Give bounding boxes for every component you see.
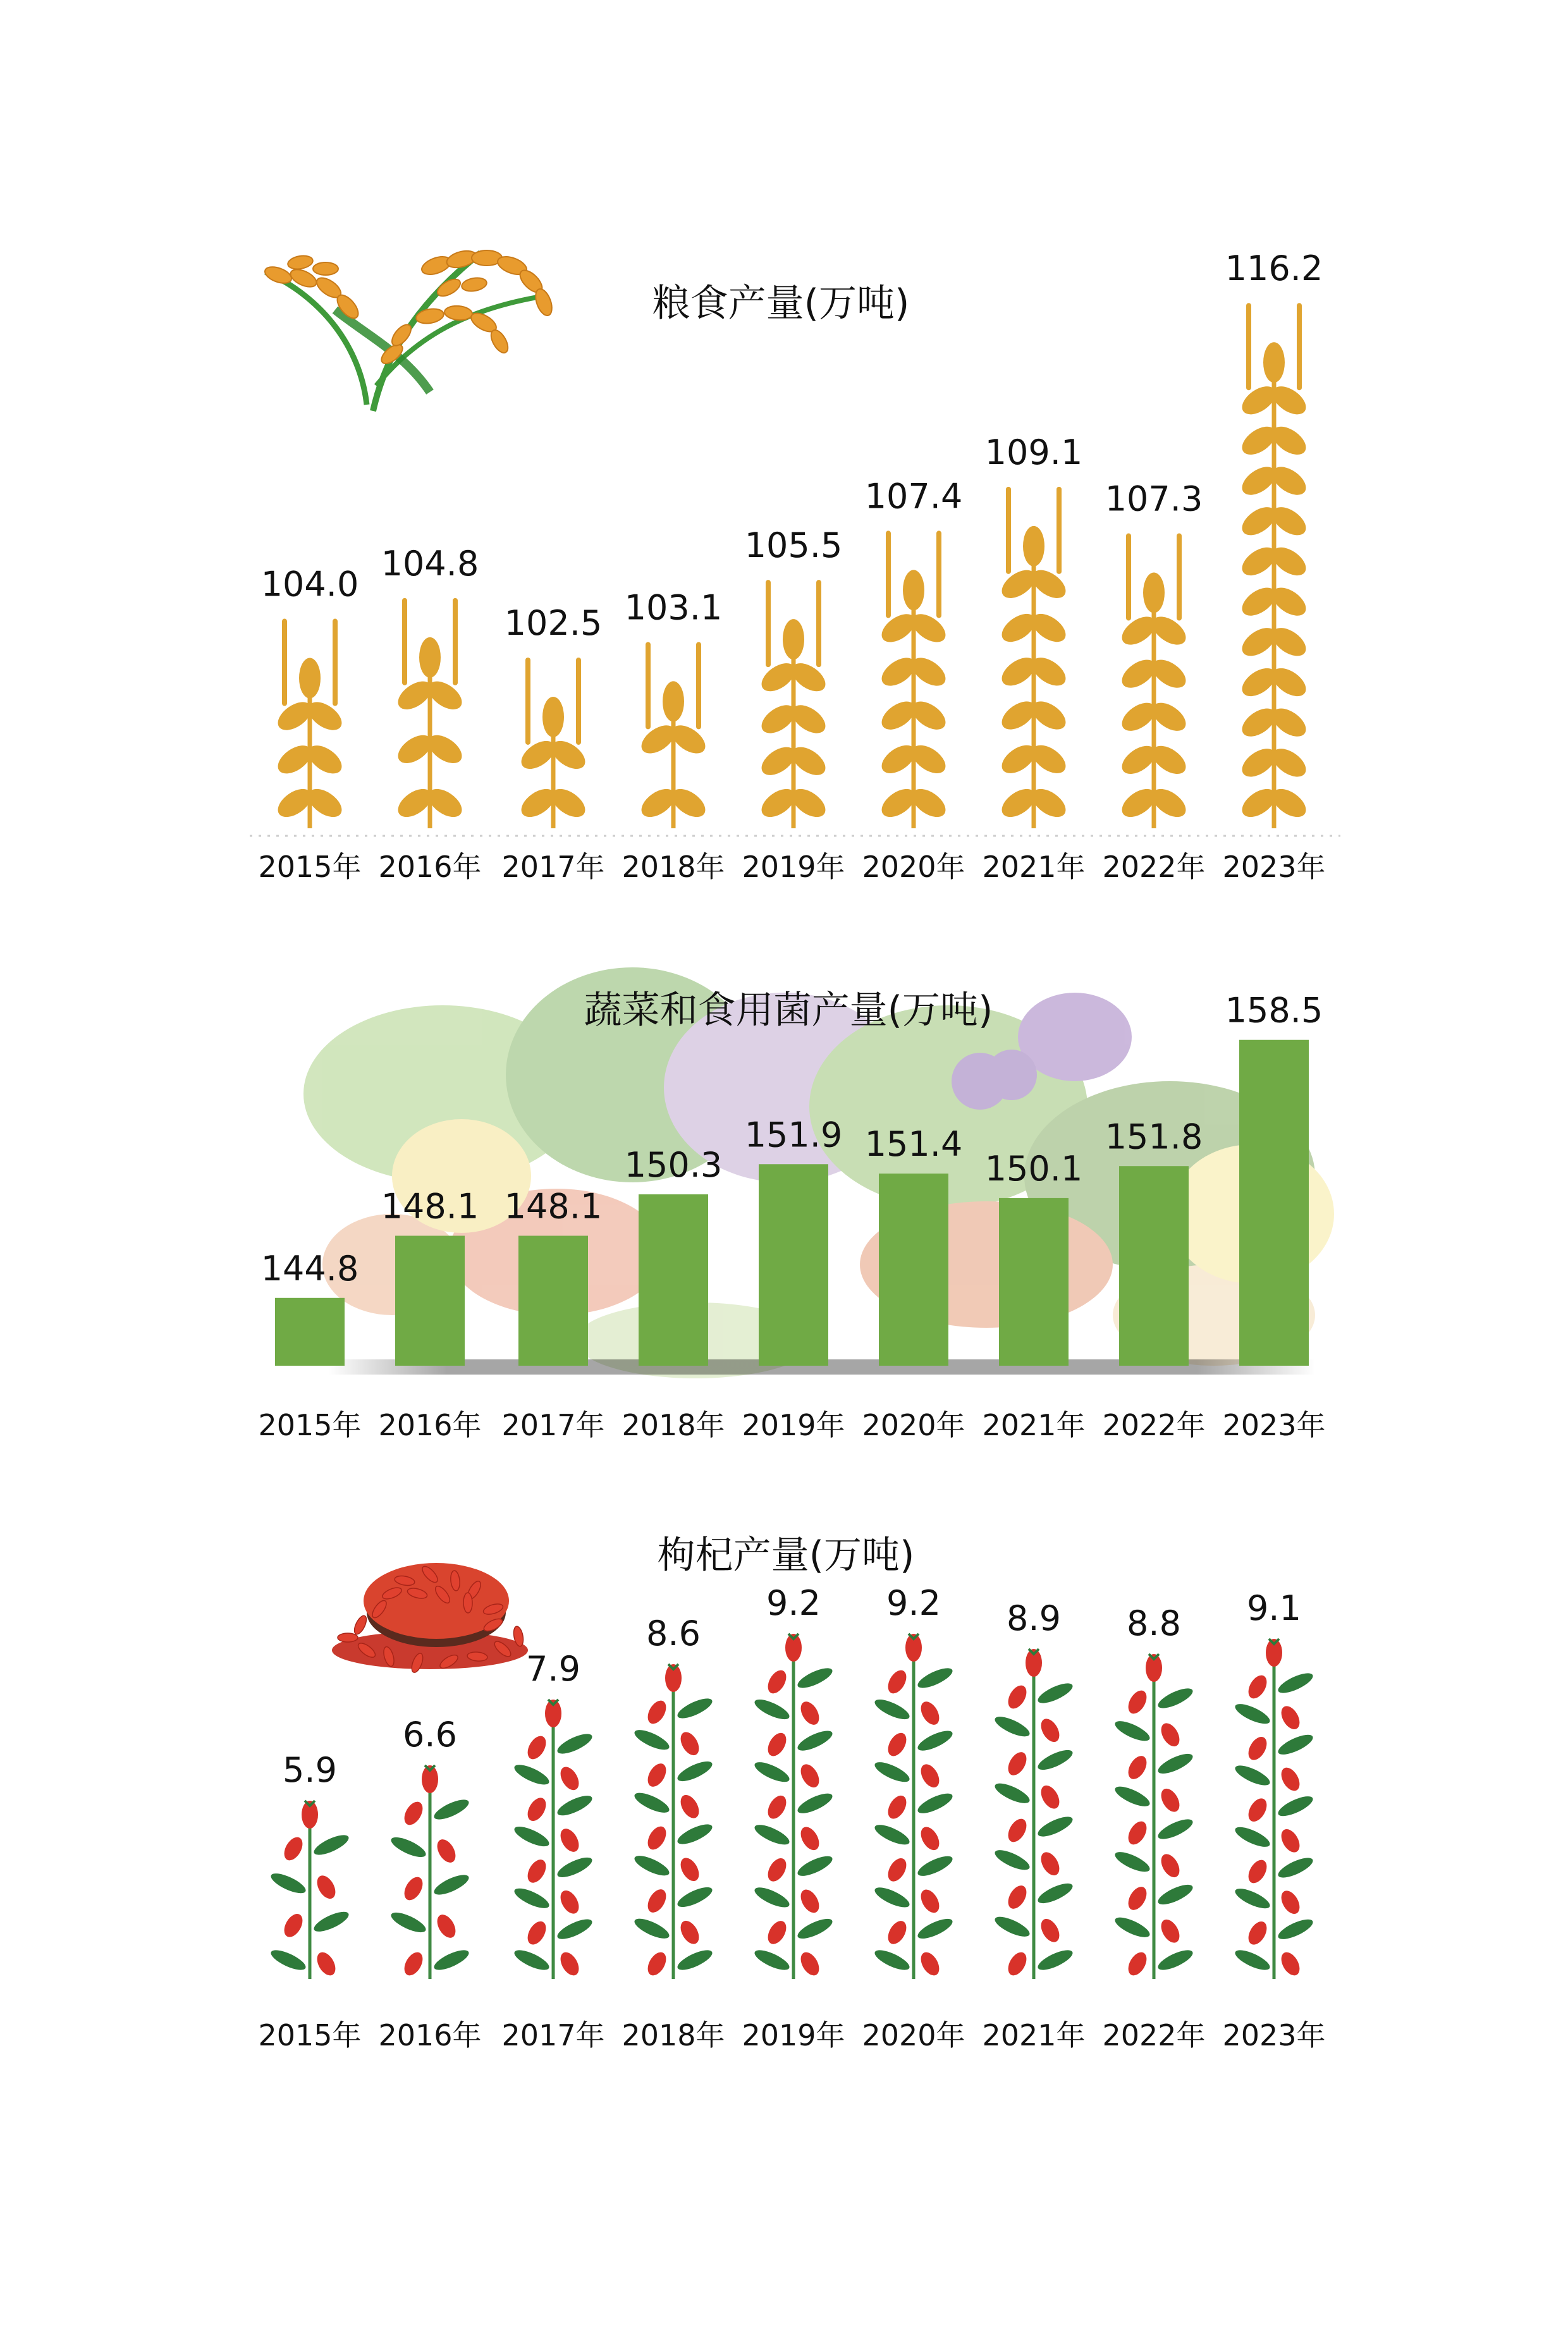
goji-value-label: 9.2 (766, 1583, 821, 1623)
vegetable-value-label: 148.1 (381, 1186, 479, 1227)
vegetable-bar (639, 1194, 708, 1366)
goji-plant-icon (1113, 1654, 1196, 1979)
rice-sprig-icon (263, 248, 555, 411)
vegetable-value-label: 148.1 (504, 1186, 603, 1227)
vegetable-bar (879, 1174, 948, 1366)
grain-value-label: 109.1 (984, 432, 1083, 472)
goji-plant-icon (512, 1700, 595, 1979)
grain-tick-label: 2022年 (1102, 850, 1206, 884)
grain-value-label: 104.0 (260, 564, 359, 604)
goji-value-label: 8.6 (646, 1614, 701, 1653)
vegetable-tick-label: 2016年 (378, 1408, 482, 1442)
vegetable-tick-label: 2022年 (1102, 1408, 1206, 1442)
vegetable-value-label: 151.8 (1105, 1117, 1203, 1157)
vegetable-axis (258, 1408, 1325, 1442)
vegetable-bar (1239, 1040, 1309, 1366)
grain-axis (258, 850, 1325, 884)
grain-bars (261, 248, 1323, 828)
goji-tick-label: 2018年 (622, 2018, 725, 2052)
goji-bowl-icon (332, 1563, 528, 1674)
vegetable-tick-label: 2020年 (862, 1408, 965, 1442)
wheat-ear-icon (273, 622, 347, 828)
wheat-ear-icon (637, 644, 711, 828)
grain-value-label: 116.2 (1225, 248, 1323, 289)
wheat-ear-icon (1237, 305, 1311, 828)
goji-tick-label: 2020年 (862, 2018, 965, 2052)
goji-tick-label: 2019年 (742, 2018, 845, 2052)
vegetable-panel (261, 967, 1334, 1378)
vegetable-value-label: 150.3 (624, 1144, 723, 1185)
goji-panel (269, 1533, 1316, 1979)
vegetable-value-label: 144.8 (260, 1248, 359, 1289)
wheat-ear-icon (877, 533, 951, 828)
goji-plant-icon (873, 1634, 955, 1979)
goji-plant-icon (269, 1801, 352, 1979)
grain-panel (250, 248, 1340, 836)
goji-tick-label: 2015年 (258, 2018, 362, 2052)
vegetable-tick-label: 2019年 (742, 1408, 845, 1442)
grain-value-label: 103.1 (624, 587, 723, 628)
goji-chart-title: 枸杞产量(万吨) (657, 1533, 915, 1578)
vegetable-value-label: 151.4 (864, 1124, 963, 1165)
goji-tick-label: 2017年 (501, 2018, 605, 2052)
vegetable-bar (1119, 1166, 1189, 1366)
vegetable-bar (518, 1235, 588, 1366)
goji-tick-label: 2022年 (1102, 2018, 1206, 2052)
grain-tick-label: 2015年 (258, 850, 362, 884)
goji-plant-icon (1233, 1639, 1316, 1979)
goji-value-label: 8.9 (1007, 1598, 1061, 1638)
goji-plant-icon (389, 1765, 472, 1979)
goji-plant-icon (632, 1664, 715, 1979)
grain-tick-label: 2021年 (982, 850, 1086, 884)
goji-plant-icon (752, 1634, 835, 1979)
goji-value-label: 8.8 (1127, 1603, 1181, 1643)
vegetable-bar (395, 1235, 465, 1366)
wheat-ear-icon (393, 601, 467, 828)
goji-plant-icon (993, 1649, 1075, 1979)
goji-tick-label: 2023年 (1222, 2018, 1326, 2052)
grain-value-label: 105.5 (744, 525, 843, 566)
wheat-ear-icon (1117, 536, 1191, 828)
goji-value-label: 6.6 (403, 1715, 457, 1755)
vegetable-value-label: 158.5 (1225, 990, 1323, 1031)
grain-tick-label: 2016年 (378, 850, 482, 884)
goji-value-label: 9.1 (1247, 1588, 1301, 1628)
goji-value-label: 5.9 (283, 1750, 337, 1790)
grain-tick-label: 2019年 (742, 850, 845, 884)
vegetable-chart-title: 蔬菜和食用菌产量(万吨) (584, 988, 993, 1033)
grain-tick-label: 2023年 (1222, 850, 1326, 884)
vegetable-tick-label: 2021年 (982, 1408, 1086, 1442)
grain-tick-label: 2017年 (501, 850, 605, 884)
goji-tick-label: 2021年 (982, 2018, 1086, 2052)
grain-value-label: 107.4 (864, 476, 963, 517)
vegetable-value-label: 150.1 (984, 1148, 1083, 1189)
vegetable-tick-label: 2015年 (258, 1408, 362, 1442)
vegetable-value-label: 151.9 (744, 1115, 843, 1155)
grain-tick-label: 2018年 (622, 850, 725, 884)
goji-value-label: 9.2 (886, 1583, 941, 1623)
vegetable-tick-label: 2023年 (1222, 1408, 1326, 1442)
grain-tick-label: 2020年 (862, 850, 965, 884)
vegetable-bar (275, 1298, 345, 1366)
grain-value-label: 104.8 (381, 543, 479, 584)
grain-value-label: 107.3 (1105, 479, 1203, 519)
goji-tick-label: 2016年 (378, 2018, 482, 2052)
grain-chart-title: 粮食产量(万吨) (652, 281, 910, 326)
wheat-ear-icon (757, 582, 831, 828)
vegetable-bar (759, 1164, 828, 1366)
vegetable-tick-label: 2017年 (501, 1408, 605, 1442)
wheat-ear-icon (517, 660, 591, 828)
goji-axis (258, 2018, 1325, 2052)
vegetable-tick-label: 2018年 (622, 1408, 725, 1442)
vegetable-bar (999, 1198, 1069, 1366)
grain-value-label: 102.5 (504, 603, 603, 643)
wheat-ear-icon (997, 489, 1071, 828)
goji-value-label: 7.9 (526, 1649, 580, 1689)
